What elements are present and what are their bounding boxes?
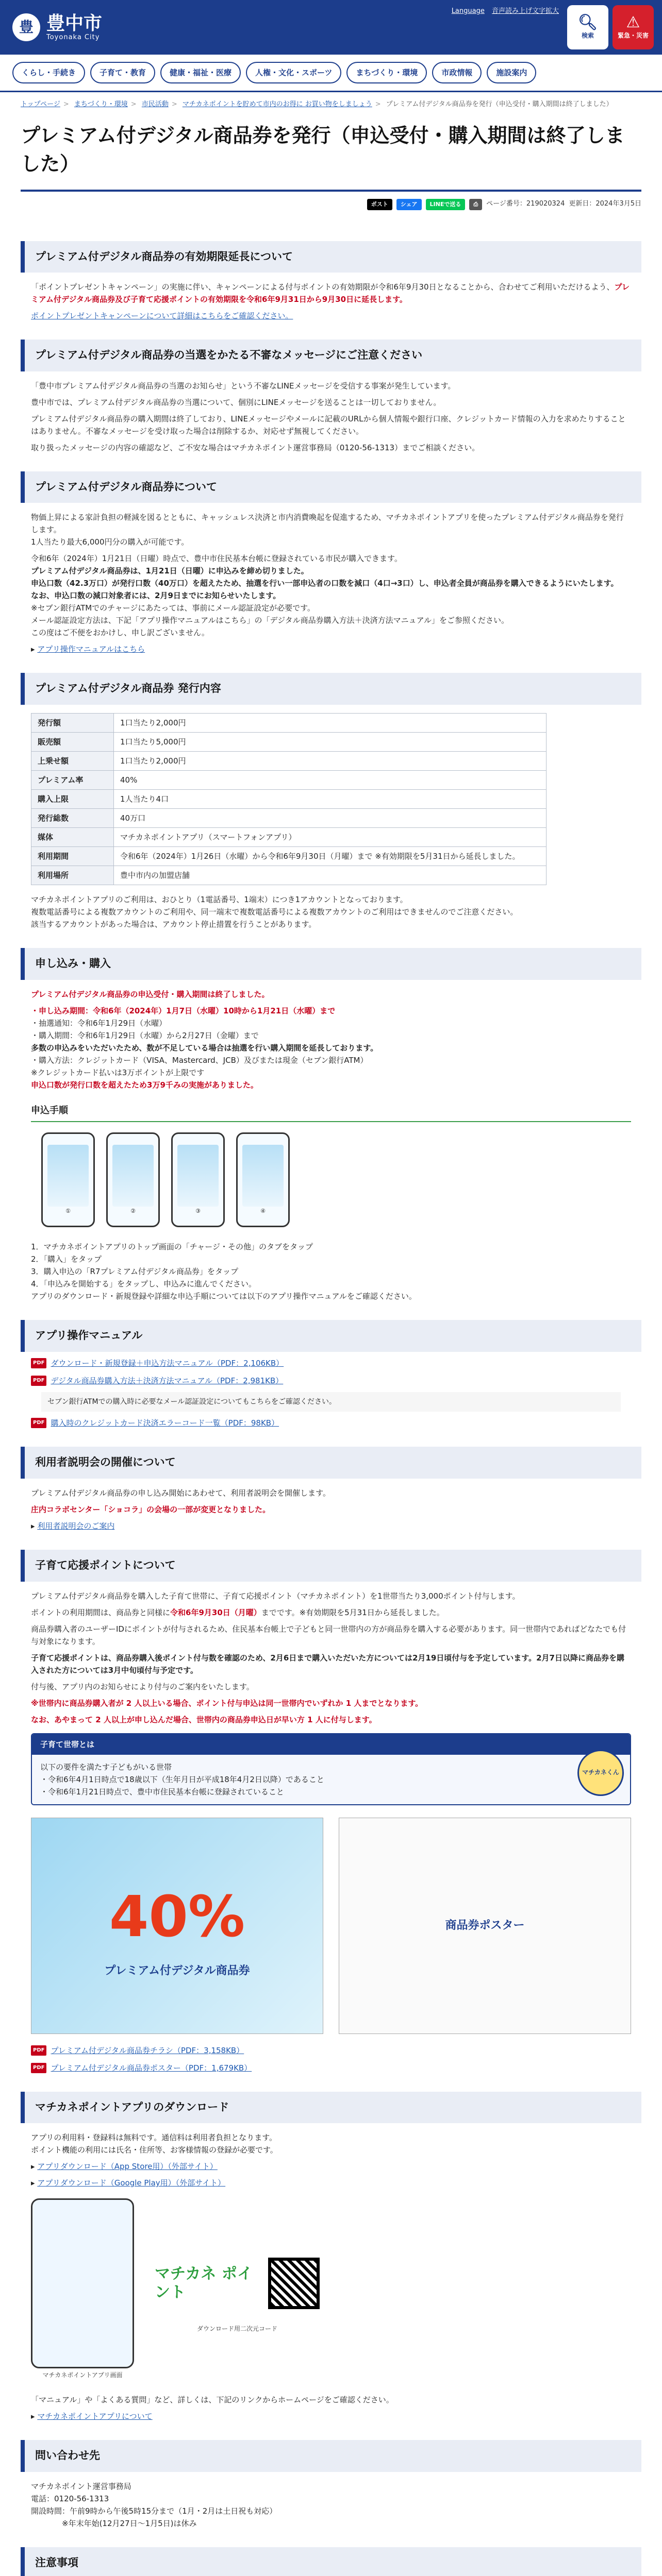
paragraph: 「ポイントプレゼントキャンペーン」の実施に伴い、キャンペーンによる付与ポイントの有効期限が令和6年9月30日となることから、合わせてご利用いただけるよう、プレミアム付デジタル商品券及び子育て応援ポイントの有効期限を令和6年9月31日から9月30日に延長します。 [31, 282, 630, 304]
emergency-label: 緊急・災害 [617, 31, 649, 39]
box-heading: 子育て世帯とは [32, 1734, 630, 1755]
gnav-item[interactable]: 人権・文化・スポーツ [246, 62, 341, 83]
language-link[interactable]: Language [451, 7, 485, 15]
paragraph: プレミアム付デジタル商品券の申し込み開始にあわせて、利用者説明会を開催します。 [31, 1488, 330, 1498]
app-images [21, 2193, 641, 2385]
header-links [446, 6, 559, 17]
table-row: プレミアム率 40% [31, 770, 547, 789]
paragraph: ・申し込み期間：令和6年（2024年）1月7日（水曜）10時から1月21日（水曜）まで ・抽選通知：令和6年1月29日（水曜） ・購入期間：令和6年1月29日（水曜）から2月27日（金曜）まで 多数の申込みをいただいたため、数が不足している場合は抽選を行い購入期間を延長しております。 ・購入方法：クレジットカード（VISA、Mastercard、JCB）及びまたは現金（セブン銀行ATM） ※クレジットカード払いは3万ポイントが上限です 申込口数が発行口数を超えたため3万9千みの実施がありました。 [31, 1006, 378, 1090]
section-notes [21, 2547, 641, 2576]
share-facebook-button[interactable]: シェア [396, 199, 422, 210]
site-header [0, 0, 662, 55]
section-expiry [21, 241, 641, 323]
page-meta [21, 192, 641, 224]
manual-pdf-link[interactable]: デジタル商品券購入方法＋決済方法マニュアル（PDF：2,981KB） [51, 1376, 284, 1385]
flyer-images [21, 1812, 641, 2039]
section-heading: アプリ操作マニュアル [21, 1320, 641, 1352]
box-text: 以下の要件を満たす子どもがいる世帯 [40, 1762, 172, 1772]
closed-notice: プレミアム付デジタル商品券の申込受付・購入期間は終了しました。 [31, 989, 270, 999]
caption: ダウンロード用二次元コード [196, 2325, 277, 2333]
gnav-item[interactable]: 市政情報 [432, 62, 482, 83]
section-heading: プレミアム付デジタル商品券の有効期限延長について [21, 241, 641, 273]
paragraph: 「マニュアル」や「よくある質問」など、詳しくは、下記のリンクからホームページをご確認ください。 [31, 2395, 394, 2405]
app-screenshot [31, 2198, 134, 2368]
updated-date: 更新日：2024年3月5日 [569, 200, 641, 208]
box-text: ・令和6年1月21日時点で、豊中市住民基本台帳に登録されていること [40, 1787, 284, 1797]
briefing-link[interactable]: 利用者説明会のご案内 [37, 1521, 115, 1531]
breadcrumb-current: プレミアム付デジタル商品券を発行（申込受付・購入期間は終了しました） [386, 100, 613, 108]
pdf-icon: PDF [31, 1376, 46, 1386]
section-issue-details [21, 673, 641, 930]
section-scam-warning [21, 340, 641, 454]
section-about: プレミアム付デジタル商品券について 物価上昇による家計負担の軽減を図るとともに、キャッシュレス決済と市内消費喚起を促進するため、マチカネポイントアプリを使ったプレミアム付デジタル商品券を発行します。 1人当たり最大6,000円分の購入が可能です。 令和6年（2024年）1月21日（日曜）時点で、豊中市住民基本台帳に登録されている市民が購入できます。 プレミアム付デジタル商品券は、1月21日（日曜）に申込みを締め切りました。 申込口数（42.3万口）が発行口数（40万口）を超えたため、抽選を行い一部申込者の口数を減口（4口→3口）し、申込者全員が商品券を購入できるようにいたします。 なお、申込口数の減口対象者には、2月9日までにお知らせいたします。 ※セブン銀行ATMでのチャージにあたっては、事前にメール認証設定が必要です。 メール認証設定方法は、下記「アプリ操作マニュアルはこちら」の「デジタル商品券購入方法＋決済方法マニュアル」をご参照ください。 この度はご不便をおかけし、申し訳ございません。 ▸ アプリ操作マニュアルはこちら [21, 471, 641, 656]
page-number: ページ番号：219020324 [486, 200, 565, 208]
page-title: プレミアム付デジタル商品券を発行（申込受付・購入期間は終了しました） [21, 114, 641, 192]
step-screenshots [21, 1127, 641, 1232]
step-screenshot: ① [41, 1132, 95, 1227]
search-button[interactable] [567, 5, 608, 49]
box-text: ・令和6年4月1日時点で18歳以下（生年月日が平成18年4月2日以降）であること [40, 1774, 324, 1784]
city-emblem-icon: 豊 [12, 13, 40, 41]
breadcrumb-link[interactable]: トップページ [21, 100, 60, 108]
warning-text: ※世帯内に商品券購入者が 2 人以上いる場合、ポイント付与申込は同一世帯内でいずれか 1 人までとなります。 [31, 1698, 423, 1708]
gnav-item[interactable]: 健康・福祉・医療 [160, 62, 241, 83]
accessibility-link[interactable]: 音声読み上げ文字拡大 [491, 7, 559, 15]
section-heading: 申し込み・購入 [21, 948, 641, 980]
table-row: 販売額 1口当たり5,000円 [31, 732, 547, 751]
paragraph: ポイントの利用期間は、商品券と同様に令和6年9月30日（月曜）までです。※有効期限を5月31日から延長しました。 [31, 1607, 444, 1617]
paragraph: マチカネポイントアプリのご利用は、おひとり（1電話番号、1端末）につき1アカウントとなっております。 複数電話番号による複数アカウントのご利用や、同一端末で複数電話番号による複数アカウントのご利用はできませんのでご注意ください。 該当するアカウントがあった場合は、アカウント停止措置を行うことがあります。 [31, 894, 518, 929]
steps-list: 1．マチカネポイントアプリのトップ画面の「チャージ・その他」のタブをタップ 2．「購入」をタップ 3．購入申込の「R7プレミアム付デジタル商品券」をタップ 4．「申込みを開始する」をタップし、申込みに進んでください。 アプリのダウンロード・新規登録や詳細な申込手順については以下のアプリ操作マニュアルをご確認ください。 [31, 1242, 417, 1301]
step-screenshot: ③ [171, 1132, 225, 1227]
share-x-button[interactable]: ポスト [367, 199, 392, 210]
gnav-item[interactable]: 施設案内 [487, 62, 536, 83]
poster-pdf-link[interactable]: プレミアム付デジタル商品券ポスター（PDF：1,679KB） [51, 2063, 252, 2073]
manual-pdf-link[interactable]: 購入時のクレジットカード決済エラーコード一覧（PDF：98KB） [51, 1418, 279, 1428]
campaign-link[interactable]: ポイントプレゼントキャンペーンについて詳細はこちらをご確認ください。 [31, 311, 293, 321]
googleplay-link[interactable]: アプリダウンロード（Google Play用）（外部サイト） [37, 2178, 226, 2188]
section-heading: 利用者説明会の開催について [21, 1447, 641, 1479]
qr-code-icon [268, 2258, 320, 2309]
flyer-image: 40% プレミアム付デジタル商品券 [31, 1818, 323, 2034]
paragraph: 物価上昇による家計負担の軽減を図るとともに、キャッシュレス決済と市内消費喚起を促進するため、マチカネポイントアプリを使ったプレミアム付デジタル商品券を発行します。 1人当たり最大6,000円分の購入が可能です。 [31, 513, 624, 547]
site-logo[interactable] [12, 13, 102, 41]
paragraph: 豊中市では、プレミアム付デジタル商品券の当選について、個別にLINEメッセージを送ることは一切しておりません。 [31, 397, 441, 407]
breadcrumb: トップページ > まちづくり・環境 > 市民活動 > マチカネポイントを貯めて市内のお得に お買い物をしましょう > プレミアム付デジタル商品券を発行（申込受付・購入期間は終了しました） [21, 100, 613, 108]
table-row: 上乗せ額 1口当たり2,000円 [31, 751, 547, 770]
table-row: 発行総数 40万口 [31, 808, 547, 827]
appstore-link[interactable]: アプリダウンロード（App Store用）（外部サイト） [37, 2162, 218, 2172]
paragraph: 付与後、アプリ内のお知らせにより付与のご案内をいたします。 [31, 1682, 254, 1691]
search-icon: 🔍︎ [577, 13, 598, 31]
global-nav [0, 55, 662, 92]
paragraph: 「豊中市プレミアム付デジタル商品券の当選のお知らせ」という不審なLINEメッセージを受信する事案が発生しています。 [31, 381, 456, 391]
table-row: 媒体 マチカネポイントアプリ（スマートフォンアプリ） [31, 827, 547, 846]
section-heading: プレミアム付デジタル商品券について [21, 471, 641, 503]
section-apply [21, 948, 641, 1302]
pdf-icon: PDF [31, 1418, 46, 1428]
flyer-pdf-link[interactable]: プレミアム付デジタル商品券チラシ（PDF：3,158KB） [51, 2045, 244, 2055]
section-manual [21, 1320, 641, 1429]
paragraph: 取り扱ったメッセージの内容の確認など、ご不安な場合はマチカネポイント運営事務局（0120-56-1313）までご相談ください。 [31, 443, 480, 452]
section-heading: マチカネポイントアプリのダウンロード [21, 2092, 641, 2124]
section-app-download: マチカネポイントアプリのダウンロード アプリの利用料・登録料は無料です。通信料は利用者負担となります。 ポイント機能の利用には氏名・住所等、お客様情報の登録が必要です。 ▸ アプリダウンロード（App Store用）（外部サイト） ▸ アプリダウンロード（Google Play用）（外部サイト） マチカネポイントアプリ画面 マチカネ ポイント ダウンロード用二次元コード 「マニュアル」や「よくある質問」など、詳しくは、下記のリンクからホームページをご確認ください。 ▸ マチカネポイントアプリについて [21, 2092, 641, 2423]
breadcrumb-link[interactable]: 市民活動 [141, 100, 169, 108]
warning-icon: ⚠ [626, 13, 640, 31]
section-contact [21, 2440, 641, 2530]
site-name: 豊中市 [46, 12, 103, 35]
subheading: 申込手順 [31, 1100, 631, 1123]
kosodate-definition-box [31, 1733, 631, 1805]
table-row: 利用場所 豊中市内の加盟店舗 [31, 866, 547, 885]
pdf-icon: PDF [31, 2063, 46, 2073]
section-kosodate-points [21, 1550, 641, 2074]
gnav-item[interactable]: 子育て・教育 [90, 62, 155, 83]
venue-change-notice: 庄内コラボセンター「ショコラ」の会場の一部が変更となりました。 [31, 1504, 271, 1514]
section-heading: プレミアム付デジタル商品券の当選をかたる不審なメッセージにご注意ください [21, 340, 641, 371]
pdf-icon: PDF [31, 1358, 46, 1368]
poster-image: 商品券ポスター [339, 1818, 631, 2034]
manual-link[interactable]: アプリ操作マニュアルはこちら [37, 645, 145, 654]
pdf-icon: PDF [31, 2045, 46, 2056]
manual-pdf-link[interactable]: ダウンロード・新規登録＋申込方法マニュアル（PDF：2,106KB） [51, 1358, 284, 1368]
table-row: 利用期間 令和6年（2024年）1月26日（水曜）から令和6年9月30日（月曜）まで ※有効期限を5月31日から延長しました。 [31, 846, 547, 866]
breadcrumb-link[interactable]: マチカネポイントを貯めて市内のお得に お買い物をしましょう [182, 100, 372, 108]
paragraph: アプリの利用料・登録料は無料です。通信料は利用者負担となります。 ポイント機能の利用には氏名・住所等、お客様情報の登録が必要です。 [31, 2133, 278, 2155]
step-screenshot: ④ [236, 1132, 290, 1227]
note: セブン銀行ATMでの購入時に必要なメール認証設定についてもこちらをご確認ください。 [41, 1392, 621, 1412]
issue-table [31, 713, 547, 885]
breadcrumb-link[interactable]: まちづくり・環境 [74, 100, 128, 108]
contact-info: マチカネポイント運営事務局 電話：0120-56-1313 開設時間：午前9時から午後5時15分まで（1月・2月は土日祝も対応） ※年末年始(12月27日～1月5日)は休み [31, 2481, 277, 2528]
section-briefing: 利用者説明会の開催について プレミアム付デジタル商品券の申し込み開始にあわせて、利用者説明会を開催します。 庄内コラボセンター「ショコラ」の会場の一部が変更となりました。 ▸ 利用者説明会のご案内 [21, 1447, 641, 1532]
table-row: 発行額 1口当たり2,000円 [31, 713, 547, 732]
site-sub: Toyonaka City [46, 33, 100, 41]
emergency-button[interactable] [613, 5, 654, 49]
warning-text: なお、あやまって 2 人以上が申し込んだ場合、世帯内の商品券申込日が早い方 1 人に付与します。 [31, 1715, 377, 1724]
mascot-icon: マチカネくん [577, 1750, 624, 1796]
step-screenshot: ② [106, 1132, 160, 1227]
caption: マチカネポイントアプリ画面 [42, 2371, 123, 2379]
print-icon[interactable]: ⎙ [469, 199, 482, 210]
section-heading: 子育て応援ポイントについて [21, 1550, 641, 1582]
paragraph: 商品券購入者のユーザーIDにポイントが付与されるため、住民基本台帳上で子どもと同一世帯内の方が商品券を購入する必要があります。同一世帯内であればどなたでも付与対象になります。 [31, 1624, 626, 1646]
search-label: 検索 [581, 31, 594, 39]
machikane-logo: マチカネ ポイント [155, 2245, 258, 2322]
paragraph: プレミアム付デジタル商品券の購入期間は終了しており、LINEメッセージやメールに記載のURLから個人情報や銀行口座、クレジットカード情報の入力を求めたりすることはありません。不審なメッセージを受け取った場合は削除するか、対応せず無視してください。 [31, 414, 626, 436]
gnav-item[interactable]: くらし・手続き [12, 62, 85, 83]
paragraph: プレミアム付デジタル商品券を購入した子育て世帯に、子育て応援ポイント（マチカネポイント）を1世帯当たり3,000ポイント付与します。 [31, 1591, 520, 1601]
section-heading: 注意事項 [21, 2547, 641, 2576]
app-info-link[interactable]: マチカネポイントアプリについて [37, 2412, 153, 2421]
share-line-button[interactable]: LINEで送る [426, 199, 466, 210]
section-heading: 問い合わせ先 [21, 2440, 641, 2472]
gnav-item[interactable]: まちづくり・環境 [346, 62, 427, 83]
paragraph: 令和6年（2024年）1月21日（日曜）時点で、豊中市住民基本台帳に登録されている市民が購入できます。 プレミアム付デジタル商品券は、1月21日（日曜）に申込みを締め切りました。 申込口数（42.3万口）が発行口数（40万口）を超えたため、抽選を行い一部申込者の口数を減口（4口→3口）し、申込者全員が商品券を購入できるようにいたします。 なお、申込口数の減口対象者には、2月9日までにお知らせいたします。 ※セブン銀行ATMでのチャージにあたっては、事前にメール認証設定が必要です。 メール認証設定方法は、下記「アプリ操作マニュアルはこちら」の「デジタル商品券購入方法＋決済方法マニュアル」をご参照ください。 この度はご不便をおかけし、申し訳ございません。 [31, 554, 619, 638]
paragraph: 子育て応援ポイントは、商品券購入後ポイント付与数を確認のため、2月6日まで購入いただいた方については2月19日頃付与を予定しています。2月7日以降に商品券を購入された方については3月中旬頃付与予定です。 [31, 1653, 624, 1675]
section-heading: プレミアム付デジタル商品券 発行内容 [21, 673, 641, 705]
table-row: 購入上限 1人当たり4口 [31, 789, 547, 808]
